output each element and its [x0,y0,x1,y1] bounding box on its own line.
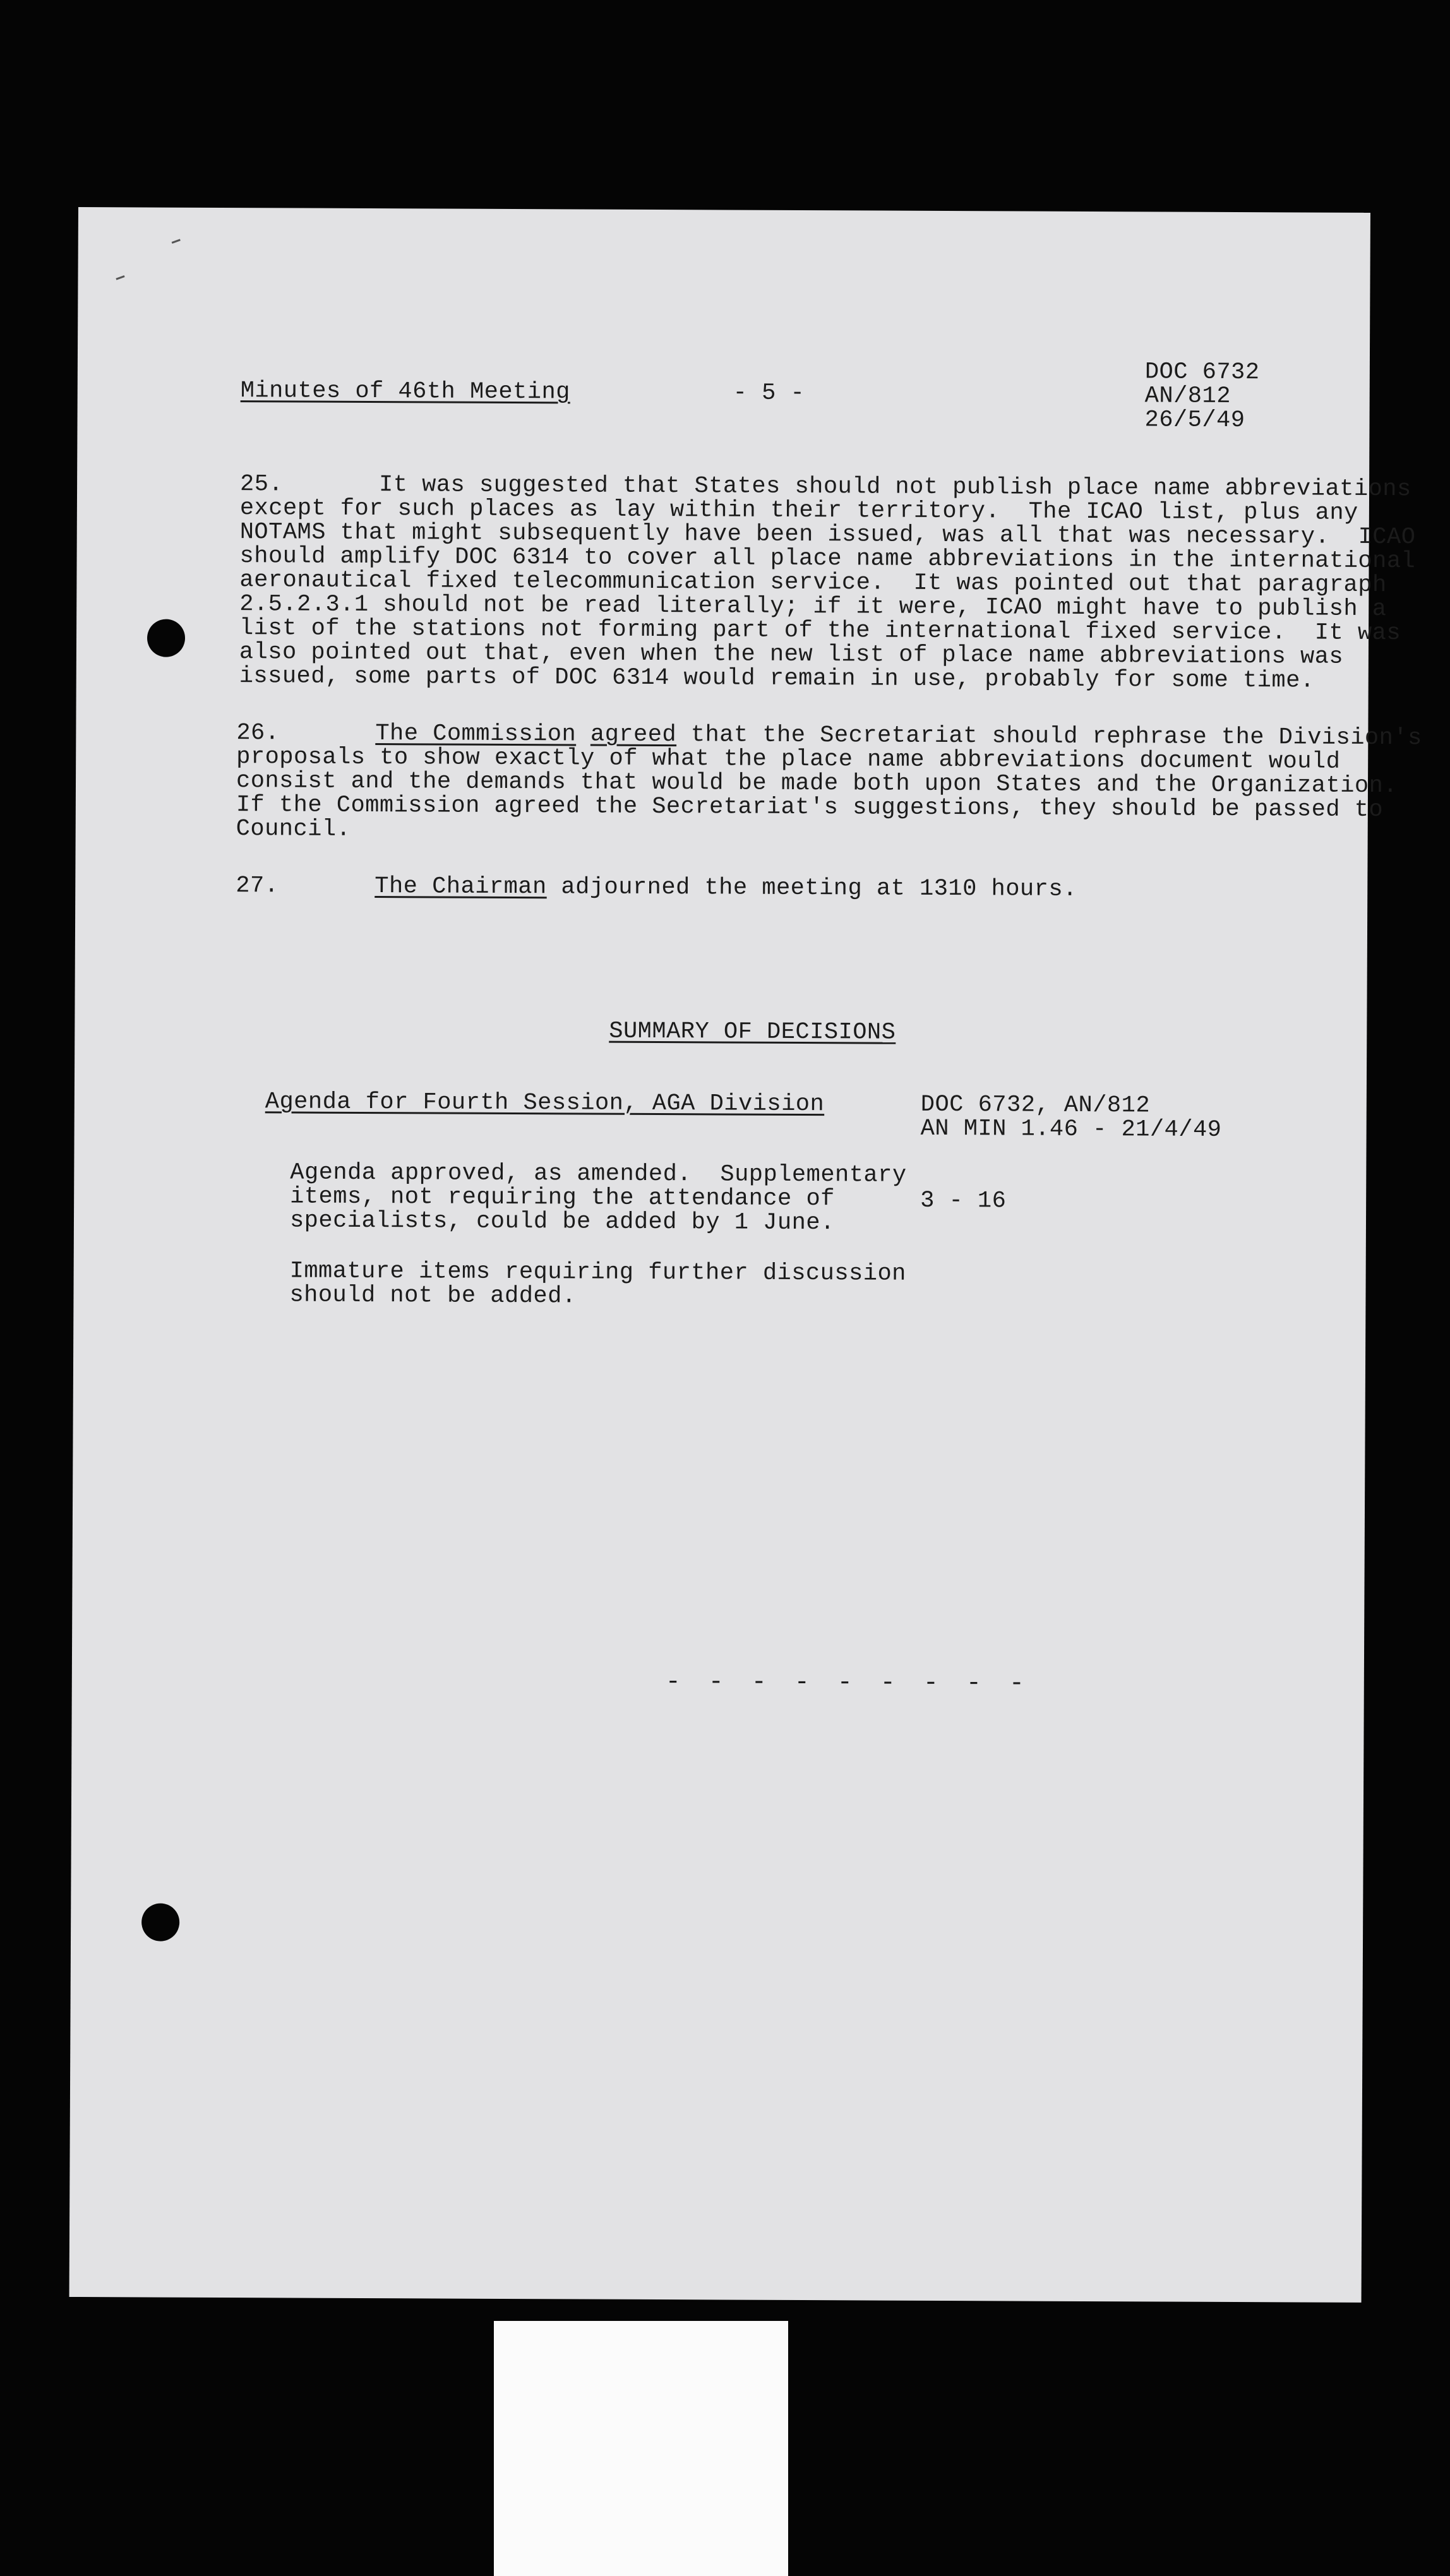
paragraph-line: list of the stations not forming part of the international fixed service. It was [239,615,1401,647]
underlined-subject: The Commission [375,720,577,748]
decision-line: items, not requiring the attendance of [290,1183,835,1213]
paragraph-line: also pointed out that, even when the new list of place name abbreviations was [239,639,1344,671]
document-page [69,207,1422,2303]
decision-reference: 3 - 16 [920,1187,1007,1215]
paragraph-number: 26. [236,720,280,747]
paragraph-line-rest: adjourned the meeting at 1310 hours. [546,874,1077,903]
pencil-mark [116,275,124,280]
underlined-subject: The Chairman [374,873,547,901]
paragraph-line: proposals to show exactly of what the place name abbreviations document would [236,744,1341,775]
doc-reference-line: AN/812 [1144,383,1231,410]
paragraph-line: 2.5.2.3.1 should not be read literally; if it were, ICAO might have to publish a [239,591,1387,623]
decision-line: should not be added. [289,1282,577,1310]
paragraph-number: 25. [239,471,284,498]
meeting-title: Minutes of 46th Meeting [240,378,571,406]
summary-item-reference: AN MIN 1.46 - 21/4/49 [920,1115,1222,1143]
paragraph-line: should amplify DOC 6314 to cover all place name abbreviations in the international [239,543,1416,575]
doc-reference-line: DOC 6732 [1144,359,1260,386]
paragraph-line: aeronautical fixed telecommunication service. It was pointed out that paragraph [239,567,1387,599]
page-number: - 5 - [733,379,805,407]
doc-reference-line: 26/5/49 [1144,407,1245,434]
paragraph-line-rest: that the Secretariat should rephrase the Division's [676,722,1422,752]
summary-heading: SUMMARY OF DECISIONS [609,1018,896,1046]
paragraph-line: except for such places as lay within their territory. The ICAO list, plus any [239,495,1358,527]
paragraph-line: It was suggested that States should not publish place name abbreviations [378,472,1411,503]
paragraph-line: Council. [236,816,351,843]
paragraph-line: NOTAMS that might subsequently have been issued, was all that was necessary. ICAO [239,519,1416,551]
paragraph-line: consist and the demands that would be made both upon States and the Organization. [236,768,1398,800]
summary-item-title: Agenda for Fourth Session, AGA Division [265,1088,825,1118]
paragraph-number: 27. [236,873,279,900]
pencil-mark [172,239,181,244]
underlined-verb: agreed [590,721,677,749]
decision-line: Immature items requiring further discussion [289,1258,906,1287]
decision-line: specialists, could be added by 1 June. [289,1207,835,1237]
paragraph-line: issued, some parts of DOC 6314 would remain in use, probably for some time. [239,663,1315,695]
punch-hole-top [147,619,185,657]
paragraph-line [374,874,1077,902]
punch-hole-bottom [141,1903,179,1941]
end-rule: - - - - - - - - - [665,1668,1031,1698]
paragraph-line: If the Commission agreed the Secretariat's suggestions, they should be passed to [236,792,1384,824]
summary-item-reference: DOC 6732, AN/812 [920,1091,1151,1119]
decision-line: Agenda approved, as amended. Supplementary [290,1159,907,1189]
white-card [494,2321,788,2576]
